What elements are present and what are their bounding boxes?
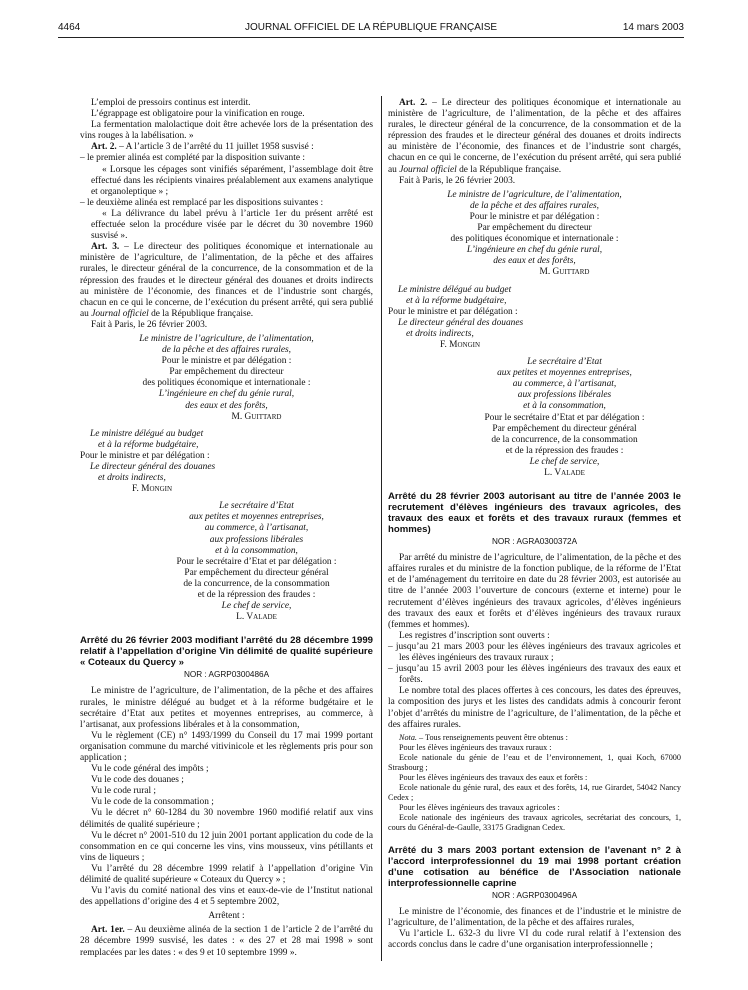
decree-title: Arrêté du 3 mars 2003 portant extension de l’avenant n° 2 à l’accord interprofessionnel du 19 mai 1998 portant création d’une cotisation au bénéfice de l’Association nationale interprofessionnelle caprine — [388, 844, 681, 889]
article-2: Art. 2. – Le directeur des politiques économique et internationale au ministère de l’agriculture, de l’alimentation, de la pêche et des affaires rurales, le directeur général de la concurrence, de la consommation et de la répression des fraudes et le directeur général des douanes et droits indirects au ministère de l’économie, des finances et de l’industrie sont chargés, chacun en ce qui le concerne, de l’exécution du présent arrêté, qui sera publié au Journal officiel de la République française. — [388, 98, 681, 175]
journal-title: JOURNAL OFFICIEL DE LA RÉPUBLIQUE FRANÇAISE — [244, 22, 498, 33]
paragraph: Vu l’avis du comité national des vins et eaux-de-vie de l’Institut national des appellations d’origine des 4 et 5 septembre 2002, — [80, 886, 373, 908]
signature-block-trade: Le secrétaire d’Etat aux petites et moyennes entreprises, au commerce, à l’artisanat, aux professions libérales et à la consommation, Pour le secrétaire d’Etat et par délégation : Par empêchement du directeur général de la concurrence, de la consommation et de la répression des fraudes : Le chef de service, L. Valade — [80, 501, 373, 623]
decree-title: Arrêté du 26 février 2003 modifiant l’arrêté du 28 décembre 1999 relatif à l’appellation d’origine Vin délimité de qualité supérieure « Coteaux du Quercy » — [80, 635, 373, 669]
article-label: Art. 1er. — [91, 925, 125, 936]
nota-block: Nota. – Tous renseignements peuvent être obtenus : Pour les élèves ingénieurs des travaux ruraux : Ecole nationale du génie de l’eau et de l’environnement, 1, quai Koch, 67000 Strasbourg ; Pour les élèves ingénieurs des travaux des eaux et forêts : Ecole nationale du génie rural, des eaux et des forêts, 14, rue Girardet, 54042 Nancy Cedex ; Pour les élèves ingénieurs des travaux agricoles : Ecole nationale des ingénieurs des travaux agricoles, secrétariat des concours, 1, cours du Général-de-Gaulle, 33175 Gradignan Cedex. — [388, 732, 681, 832]
nor-reference: NOR : AGRP0300496A — [491, 890, 578, 900]
issue-date: 14 mars 2003 — [622, 22, 684, 33]
paragraph: L’égrappage est obligatoire pour la vinification en rouge. — [91, 109, 305, 120]
page-header — [58, 22, 684, 36]
signatory-name: F. Mongin — [440, 339, 481, 350]
article-2: Art. 2. – A l’article 3 de l’arrêté du 11 juillet 1958 susvisé : — [91, 142, 314, 153]
paragraph: Le ministre de l’économie, des finances et de l’industrie et le ministre de l’agriculture, de l’alimentation, de la pêche et des affaires rurales, — [388, 906, 681, 928]
article-3: Art. 3. – Le directeur des politiques économique et internationale au ministère de l’agriculture, de l’alimentation, de la pêche et des affaires rurales, le directeur général de la concurrence, de la consommation et de la répression des fraudes et le directeur général des douanes et droits indirects au ministère de l’économie, des finances et de l’industrie sont chargés, chacun en ce qui le concerne, de l’exécution du présent arrêté, qui sera publié au Journal officiel de la République française. — [80, 242, 373, 319]
list-item: – le premier alinéa est complété par la disposition suivante : — [80, 153, 305, 164]
arretent: Arrêtent : — [208, 911, 245, 922]
nor-reference: NOR : AGRP0300486A — [183, 670, 270, 680]
header-rule — [58, 37, 684, 38]
list-item: – jusqu’au 21 mars 2003 pour les élèves ingénieurs des travaux agricoles et les élèves ingénieurs des travaux ruraux ; — [388, 641, 681, 664]
signatory-name: L. Valade — [544, 468, 585, 478]
signing-date: Fait à Paris, le 26 février 2003. — [91, 319, 208, 330]
list-item: – jusqu’au 15 avril 2003 pour les élèves ingénieurs des travaux des eaux et forêts. — [388, 664, 681, 686]
signatory-name: F. Mongin — [132, 484, 173, 495]
nor-reference: NOR : AGRA0300372A — [491, 537, 578, 547]
signature-block-trade: Le secrétaire d’Etat aux petites et moyennes entreprises, au commerce, à l’artisanat, aux professions libérales et à la consommation, Pour le secrétaire d’Etat et par délégation : Par empêchement du directeur général de la concurrence, de la consommation et de la répression des fraudes : Le chef de service, L. Valade — [388, 357, 681, 479]
page-number: 4464 — [58, 22, 81, 33]
signatory-name: L. Valade — [236, 612, 277, 623]
signing-date: Fait à Paris, le 26 février 2003. — [399, 175, 516, 186]
signature-block-budget: Le ministre délégué au budget et à la réforme budgétaire, Pour le ministre et par délégation : Le directeur général des douanes et droits indirects, F. Mongin — [388, 285, 578, 352]
right-column — [388, 98, 681, 951]
paragraph: Vu le décret n° 60-1284 du 30 novembre 1960 modifié relatif aux vins délimités de qualité supérieure ; — [80, 808, 373, 830]
decree-title: Arrêté du 28 février 2003 autorisant au titre de l’année 2003 le recrutement d’élèves ingénieurs des travaux agricoles, des travaux des eaux et forêts et des travaux ruraux (femmes et hommes) — [388, 491, 681, 536]
article-1: Art. 1er. – Au deuxième alinéa de la section 1 de l’article 2 de l’arrêté du 28 décembre 1999 susvisé, les dates : « des 27 et 28 mai 1998 » sont remplacées par les dates : « des 9 et 10 septembre 1999 ». — [80, 925, 373, 958]
nota-label: Nota. — [399, 732, 417, 742]
list-item: – le deuxième alinéa est remplacé par les dispositions suivantes : — [80, 197, 324, 208]
paragraph: Vu le code rural ; — [91, 786, 157, 797]
paragraph: Les registres d’inscription sont ouverts : — [399, 630, 550, 641]
signatory-name: M. Guittard — [539, 267, 590, 278]
paragraph: L’emploi de pressoirs continus est interdit. — [91, 98, 251, 108]
paragraph: Par arrêté du ministre de l’agriculture, de l’alimentation, de la pêche et des affaires rurales et du ministre de la fonction publique, de la réforme de l’Etat et de l’aménagement du territoire en date du 28 février 2003, est autorisée au titre de l’année 2003 l’ouverture de concours (externe et interne) pour le recrutement d’élèves ingénieurs des travaux agricoles, d’élèves ingénieurs des travaux des eaux et forêts et d’élèves ingénieurs des travaux ruraux (femmes et hommes). — [388, 553, 681, 630]
paragraph: Vu le code des douanes ; — [91, 775, 184, 786]
quote: « La délivrance du label prévu à l’article 1er du présent arrêté est effectuée selon la procédure visée par le décret du 30 novembre 1960 susvisé ». — [91, 208, 373, 242]
article-label: Art. 2. — [399, 98, 428, 108]
paragraph: Vu le code de la consommation ; — [91, 797, 214, 808]
paragraph: La fermentation malolactique doit être achevée lors de la présentation des vins rouges à la labélisation. » — [80, 120, 373, 142]
article-label: Art. 3. — [91, 242, 120, 253]
article-label: Art. 2. — [91, 142, 117, 153]
paragraph: Vu le règlement (CE) n° 1493/1999 du Conseil du 17 mai 1999 portant organisation commune du marché vitivinicole et les règlements pris pour son application ; — [80, 730, 373, 763]
paragraph: Vu le décret n° 2001-510 du 12 juin 2001 portant application du code de la consommation en ce qui concerne les vins, vins mousseux, vins pétillants et vins de liqueurs ; — [80, 830, 373, 863]
paragraph: Vu l’arrêté du 28 décembre 1999 relatif à l’appellation d’origine Vin délimité de qualité supérieure « Coteaux du Quercy » ; — [80, 863, 373, 885]
paragraph: Le ministre de l’agriculture, de l’alimentation, de la pêche et des affaires rurales, le ministre délégué au budget et à la réforme budgétaire et le secrétaire d’Etat aux petites et moyennes entreprises, au commerce, à l’artisanat, aux professions libérales et à la consommation, — [80, 686, 373, 730]
paragraph: Le nombre total des places offertes à ces concours, les dates des épreuves, la composition des jurys et les listes des candidats admis à concourir feront l’objet d’arrêtés du ministre de l’agriculture, de l’alimentation, de la pêche et des affaires rurales. — [388, 686, 681, 730]
signatory-name: M. Guittard — [231, 411, 282, 422]
paragraph: Vu l’article L. 632-3 du livre VI du code rural relatif à l’extension des accords conclus dans le cadre d’une organisation interprofessionnelle ; — [388, 928, 681, 951]
signature-block-agriculture: Le ministre de l’agriculture, de l’alimentation, de la pêche et des affaires rurales, Pour le ministre et par délégation : Par empêchement du directeur des politiques économique et internationale : L’ingénieure en chef du génie rural, des eaux et des forêts, M. Guittard — [388, 190, 681, 279]
signature-block-budget: Le ministre délégué au budget et à la réforme budgétaire, Pour le ministre et par délégation : Le directeur général des douanes et droits indirects, F. Mongin — [80, 429, 270, 496]
quote: « Lorsque les cépages sont vinifiés séparément, l’assemblage doit être effectué dans les récipients vinaires préalablement aux examens analytique et organoleptique » ; — [91, 164, 373, 197]
paragraph: Vu le code général des impôts ; — [91, 764, 209, 775]
signature-block-agriculture: Le ministre de l’agriculture, de l’alimentation, de la pêche et des affaires rurales, Pour le ministre et par délégation : Par empêchement du directeur des politiques économique et internationale : L’ingénieure en chef du génie rural, des eaux et des forêts, M. Guittard — [80, 334, 373, 423]
left-column — [80, 98, 373, 959]
column-divider — [381, 96, 382, 961]
